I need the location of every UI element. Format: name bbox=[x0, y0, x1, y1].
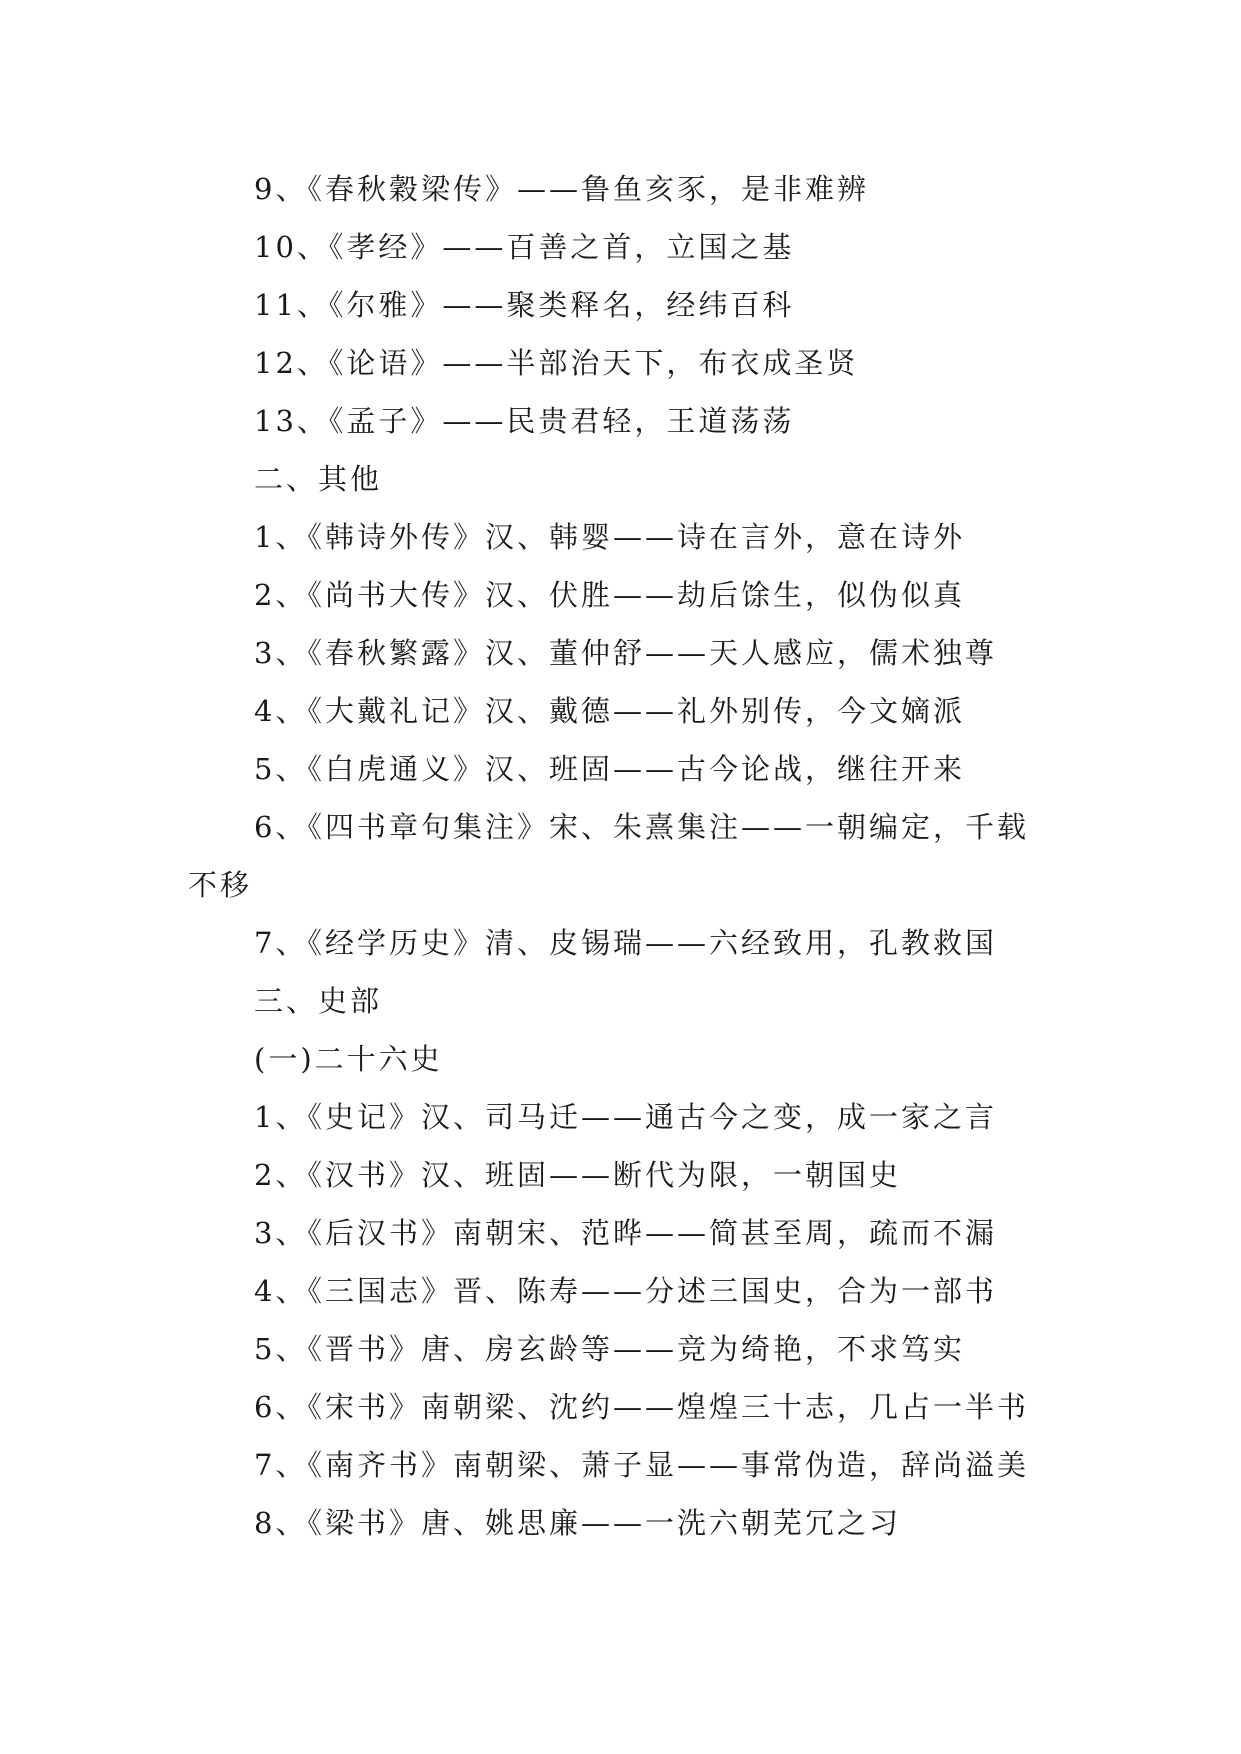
text-line: 4、《三国志》晋、陈寿——分述三国史，合为一部书 bbox=[254, 1274, 997, 1308]
text-line: 3、《春秋繁露》汉、董仲舒——天人感应，儒术独尊 bbox=[254, 636, 997, 670]
text-line: 12、《论语》——半部治天下，布衣成圣贤 bbox=[254, 346, 859, 380]
section-heading: 二、其他 bbox=[254, 462, 383, 496]
text-line: 9、《春秋穀梁传》——鲁鱼亥豕，是非难辨 bbox=[254, 172, 869, 206]
text-line: 8、《梁书》唐、姚思廉——一洗六朝芜冗之习 bbox=[254, 1506, 901, 1540]
text-line: 6、《宋书》南朝梁、沈约——煌煌三十志，几占一半书 bbox=[254, 1390, 1029, 1424]
section-heading: 三、史部 bbox=[254, 984, 383, 1018]
text-line: 10、《孝经》——百善之首，立国之基 bbox=[254, 230, 795, 264]
text-line: 5、《白虎通义》汉、班固——古今论战，继往开来 bbox=[254, 752, 965, 786]
text-line: 5、《晋书》唐、房玄龄等——竞为绮艳，不求笃实 bbox=[254, 1332, 965, 1366]
text-line: 2、《汉书》汉、班固——断代为限，一朝国史 bbox=[254, 1158, 901, 1192]
text-line: 7、《经学历史》清、皮锡瑞——六经致用，孔教救国 bbox=[254, 926, 997, 960]
text-line: 2、《尚书大传》汉、伏胜——劫后馀生，似伪似真 bbox=[254, 578, 965, 612]
text-line: 7、《南齐书》南朝梁、萧子显——事常伪造，辞尚溢美 bbox=[254, 1448, 1029, 1482]
text-line: 11、《尔雅》——聚类释名，经纬百科 bbox=[254, 288, 795, 322]
text-line: 6、《四书章句集注》宋、朱熹集注——一朝编定，千载 bbox=[254, 810, 1029, 844]
text-line: 1、《韩诗外传》汉、韩婴——诗在言外，意在诗外 bbox=[254, 520, 965, 554]
text-line-continuation: 不移 bbox=[188, 868, 253, 902]
subsection-heading: (一)二十六史 bbox=[254, 1042, 443, 1076]
document-body bbox=[188, 160, 1068, 1552]
text-line: 4、《大戴礼记》汉、戴德——礼外别传，今文嫡派 bbox=[254, 694, 965, 728]
text-line: 13、《孟子》——民贵君轻，王道荡荡 bbox=[254, 404, 795, 438]
text-line: 3、《后汉书》南朝宋、范晔——简甚至周，疏而不漏 bbox=[254, 1216, 997, 1250]
text-line: 1、《史记》汉、司马迁——通古今之变，成一家之言 bbox=[254, 1100, 997, 1134]
